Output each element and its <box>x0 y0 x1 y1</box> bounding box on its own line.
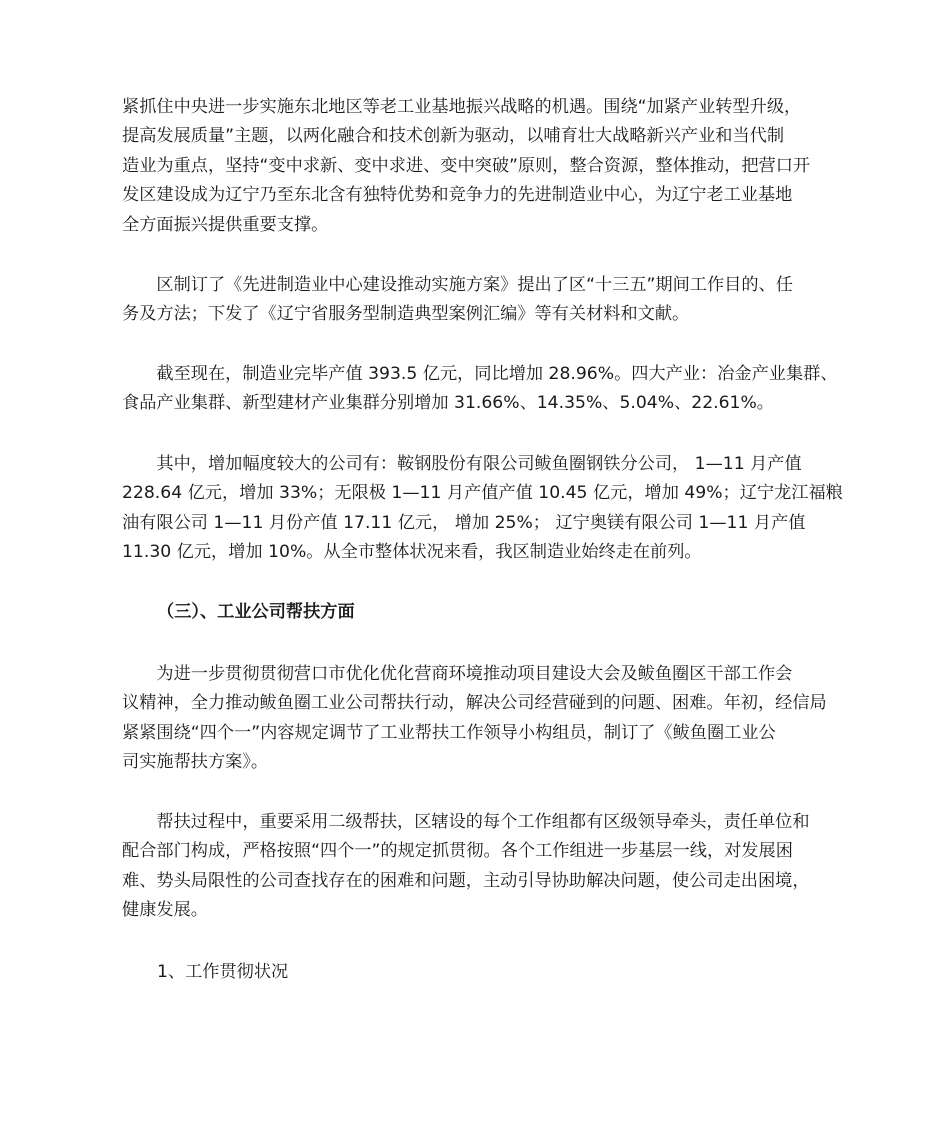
text-line: 难、势头局限性的公司查找存在的困难和问题，主动引导协助解决问题，使公司走出困境， <box>122 870 810 891</box>
text-line: 司实施帮扶方案》。 <box>122 752 269 773</box>
text-line: 提高发展质量”主题，以两化融合和技术创新为驱动，以哺育壮大战略新兴产业和当代制 <box>122 126 785 147</box>
list-item-heading: 1、工作贯彻状况 <box>157 962 289 982</box>
text-line: 11.30 亿元，增加 10%。从全市整体状况来看，我区制造业始终走在前列。 <box>122 542 702 563</box>
text-line: 议精神，全力推动鲅鱼圈工业公司帮扶行动，解决公司经营碰到的问题、困难。年初，经信局 <box>122 693 827 714</box>
paragraph-5 <box>122 660 832 778</box>
text-line: 228.64 亿元，增加 33%；无限极 1—11 月产值产值 10.45 亿元，增加 49%；辽宁龙江福粮 <box>122 483 843 504</box>
text-line: 配合部门构成，严格按照“四个一”的规定抓贯彻。各个工作组进一步基层一线，对发展困 <box>122 841 793 862</box>
text-line: 造业为重点，坚持“变中求新、变中求进、变中突破”原则，整合资源，整体推动，把营口开 <box>122 155 811 176</box>
text-line: 务及方法；下发了《辽宁省服务型制造典型案例汇编》等有关材料和文献。 <box>122 304 690 325</box>
text-line: 紧抓住中央进一步实施东北地区等老工业基地振兴战略的机遇。围绕“加紧产业转型升级， <box>122 97 802 117</box>
text-line: 健康发展。 <box>122 900 208 921</box>
text-line: 截至现在，制造业完毕产值 393.5 亿元，同比增加 28.96%。四大产业：冶金产业集群、 <box>122 364 838 384</box>
text-line: 区制订了《先进制造业中心建设推动实施方案》提出了区“十三五”期间工作目的、任 <box>122 275 793 295</box>
section-heading: （三）、工业公司帮扶方面 <box>157 602 355 622</box>
text-line: 帮扶过程中，重要采用二级帮扶，区辖设的每个工作组都有区级领导牵头，责任单位和 <box>122 812 810 832</box>
paragraph-2 <box>122 271 832 330</box>
paragraph-6 <box>122 808 832 926</box>
text-line: 其中，增加幅度较大的公司有：鞍钢股份有限公司鲅鱼圈钢铁分公司， 1—11 月产值 <box>122 454 802 474</box>
paragraph-3 <box>122 360 838 419</box>
text-line: 紧紧围绕“四个一”内容规定调节了工业帮扶工作领导小构组员，制订了《鲅鱼圈工业公 <box>122 722 776 743</box>
text-line: 食品产业集群、新型建材产业集群分别增加 31.66%、14.35%、5.04%、22.61%。 <box>122 393 774 414</box>
paragraph-4 <box>122 450 843 568</box>
text-line: 油有限公司 1—11 月份产值 17.11 亿元， 增加 25%； 辽宁奥镁有限公司 1—11 月产值 <box>122 512 806 533</box>
text-line: 全方面振兴提供重要支撑。 <box>122 214 329 235</box>
text-line: 发区建设成为辽宁乃至东北含有独特优势和竞争力的先进制造业中心，为辽宁老工业基地 <box>122 185 793 206</box>
paragraph-1 <box>122 93 832 240</box>
text-line: 为进一步贯彻贯彻营口市优化优化营商环境推动项目建设大会及鲅鱼圈区干部工作会 <box>122 664 793 684</box>
